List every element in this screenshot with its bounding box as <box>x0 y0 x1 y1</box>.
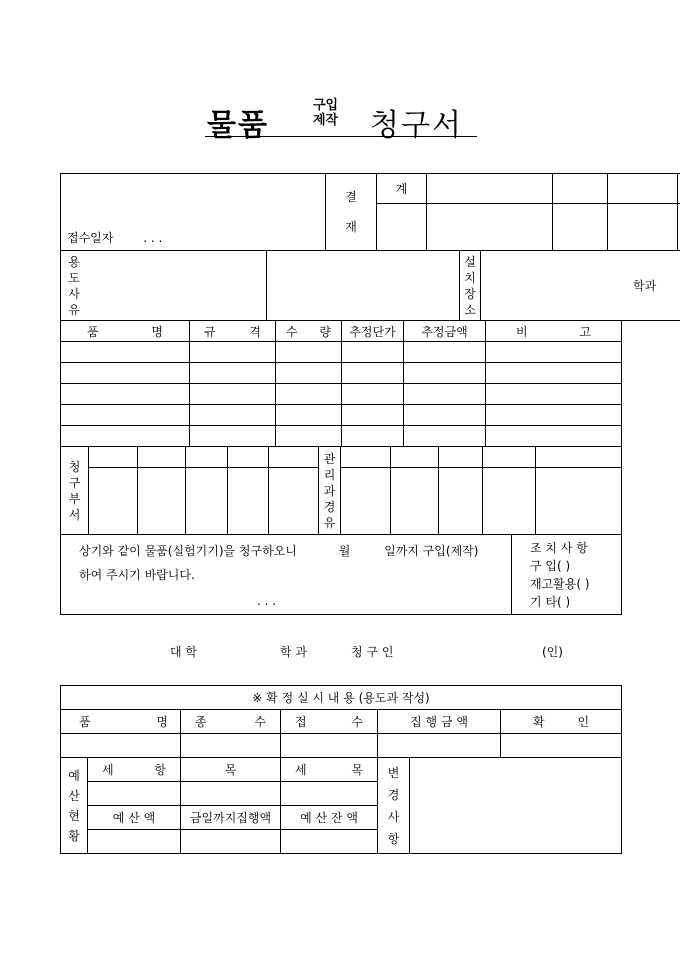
approval-sign-3 <box>553 204 608 251</box>
items-table <box>60 320 622 447</box>
budget-char-2: 산 <box>68 788 80 803</box>
notice-line2: 하여 주시기 바랍니다. <box>79 568 195 582</box>
budget-col-subcategory: 세 목 <box>281 758 378 782</box>
manage-char-5: 유 <box>323 515 336 530</box>
col-header-item-name: 품 명 <box>61 321 190 342</box>
signature-seal: (인) <box>542 645 563 659</box>
install-location-label <box>460 251 481 321</box>
action-reuse: 재고활용( ) <box>530 576 590 591</box>
notice-cell <box>61 535 512 615</box>
manage-char-3: 과 <box>323 483 336 498</box>
receipt-date-dots: . . . <box>143 231 163 245</box>
table-row <box>61 384 622 405</box>
action-title: 조 치 사 항 <box>530 540 588 555</box>
approval-label <box>326 174 377 251</box>
purpose-char-1: 용 <box>68 254 80 269</box>
receipt-date-label: 접수일자 <box>67 231 114 245</box>
table-row <box>61 734 622 758</box>
budget-col-item: 세 항 <box>88 758 181 782</box>
notice-table <box>60 534 622 615</box>
management-route-label <box>319 447 341 535</box>
budget-char-4: 황 <box>68 828 80 843</box>
dept-char-3: 부 <box>68 491 81 506</box>
confirm-col-item: 품 명 <box>61 710 181 734</box>
install-dept: 학과 <box>481 251 680 321</box>
approval-col-gye: 계 <box>377 174 427 204</box>
approval-col-4 <box>608 174 678 204</box>
title-part2: 청구서 <box>370 108 463 143</box>
dept-char-4: 서 <box>68 507 81 522</box>
purpose-content <box>267 251 460 321</box>
approval-label-top: 결 <box>345 190 357 204</box>
action-purchase: 구 입( ) <box>530 558 571 573</box>
purpose-char-4: 유 <box>68 302 80 317</box>
requesting-dept-label <box>61 447 89 535</box>
col-header-unit-price: 추정단가 <box>342 321 404 342</box>
col-header-spec: 규 격 <box>190 321 276 342</box>
signature-dept: 학 과 <box>280 645 307 659</box>
purpose-label <box>61 251 267 321</box>
approval-col-2 <box>427 174 553 204</box>
dept-char-1: 청 <box>68 459 81 474</box>
notice-month: 월 <box>338 544 351 558</box>
approval-label-bottom: 재 <box>345 220 357 234</box>
table-row <box>61 426 622 447</box>
dept-char-2: 구 <box>68 475 81 490</box>
manage-char-2: 리 <box>323 467 336 482</box>
budget-remaining-header: 예 산 잔 액 <box>281 806 378 830</box>
receipt-date-cell <box>61 174 326 251</box>
manage-char-1: 관 <box>323 451 336 466</box>
notice-line1-a: 상기와 같이 물품(실험기기)을 청구하오니 <box>79 544 297 558</box>
install-char-4: 소 <box>464 302 476 317</box>
table-row <box>61 405 622 426</box>
signature-univ: 대 학 <box>170 645 197 659</box>
budget-col-category: 목 <box>181 758 281 782</box>
title-part1: 물품 <box>207 108 269 143</box>
table-row <box>61 363 622 384</box>
approval-sign-2 <box>427 204 553 251</box>
budget-amount-header: 예 산 액 <box>88 806 181 830</box>
confirm-col-check: 확 인 <box>501 710 622 734</box>
confirm-col-exec-amount: 집 행 금 액 <box>378 710 501 734</box>
manage-char-4: 경 <box>323 499 336 514</box>
dept-table <box>60 446 622 535</box>
install-char-1: 설 <box>464 254 476 269</box>
notice-date-dots: . . . <box>257 594 277 608</box>
title-option-manufacture: 제작 <box>313 113 339 128</box>
install-char-2: 치 <box>464 270 476 285</box>
budget-char-3: 현 <box>68 808 80 823</box>
col-header-remarks: 비 고 <box>486 321 622 342</box>
confirm-col-received: 접 수 <box>281 710 378 734</box>
confirm-table <box>60 685 622 854</box>
change-items-content <box>410 758 622 854</box>
purpose-char-3: 사 <box>68 286 80 301</box>
notice-line1-c: 일까지 구입(제작) <box>384 544 479 558</box>
change-char-4: 항 <box>387 831 400 846</box>
action-cell <box>512 535 622 615</box>
purpose-char-2: 도 <box>68 270 80 285</box>
title-option-purchase: 구입 <box>313 98 339 113</box>
document-title <box>205 96 477 143</box>
col-header-quantity: 수 량 <box>276 321 342 342</box>
change-items-label <box>378 758 410 854</box>
action-other: 기 타( ) <box>530 594 571 609</box>
approval-col-3 <box>553 174 608 204</box>
change-char-2: 경 <box>387 787 400 802</box>
confirm-title: ※ 확 정 실 시 내 용 (용도과 작성) <box>61 686 622 710</box>
change-char-1: 변 <box>387 765 400 780</box>
install-char-3: 장 <box>464 286 476 301</box>
table-row <box>61 342 622 363</box>
approval-sign-4 <box>608 204 678 251</box>
executed-to-date-header: 금일까지집행액 <box>181 806 281 830</box>
confirm-col-type: 종 수 <box>181 710 281 734</box>
budget-status-label <box>61 758 88 854</box>
approval-sign-1 <box>377 204 427 251</box>
request-form-table <box>60 173 680 321</box>
signature-requester: 청 구 인 <box>351 645 394 659</box>
change-char-3: 사 <box>387 809 400 824</box>
budget-char-1: 예 <box>68 768 80 783</box>
col-header-amount: 추정금액 <box>404 321 486 342</box>
